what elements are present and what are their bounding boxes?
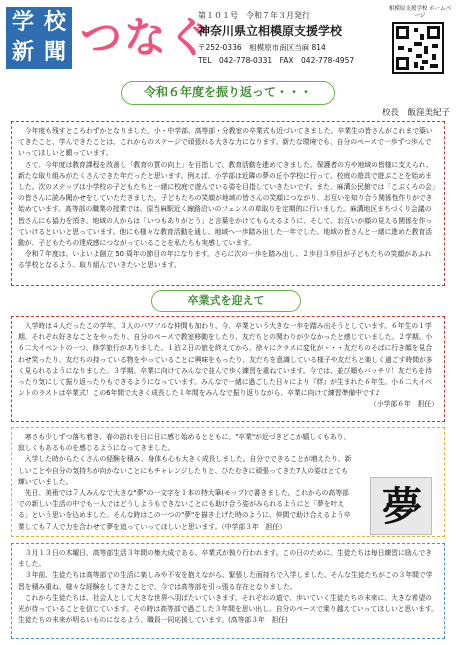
school-address: 〒252-0336 相模原市南区当麻 814 [198, 43, 326, 52]
elementary-signature: （小学部６年 担任） [370, 400, 438, 409]
masthead [0, 0, 456, 78]
school-contact: TEL 042-778-0331 FAX 042-778-4957 [198, 56, 355, 65]
principal-message [11, 121, 445, 286]
elementary-6th-grade-message [11, 316, 445, 422]
junior-high-paragraph: 寒さも少しずつ落ち着き、春の訪れを日に日に感じ始めるとともに、"卒業"が近づきどこか嬉しくもあり、寂しくもあるものを感じるようになってきました。 [18, 433, 351, 453]
principal-byline: 校長 飯窪美紀子 [381, 108, 450, 118]
logo-char: 新 [11, 40, 34, 65]
section-title-graduation: 卒業式を迎えて [151, 290, 301, 312]
elementary-paragraph: 入学時は４人だったこの学年、３人のパワフルな仲間も加わり、今、卒業という大きな一歩を踏み出そうとしています。６年生の１学期、それぞれ好きなことをやったり、自分のペースで教室移動をしたり、友だちとの関わりが少なかったと感じていました。２学期、小６二大イベントの一つ、修学旅行がありました。１泊２日の旅を終えてから、徐々にクラスに変化が・・・友だちのそばに行き顔を見合わせ笑ったり、友だちの持っている物をやっていることに興味をもったり、友だちを意識している様子や友だちと楽しく過ごす時間が多く見られるようになりました。３学期、卒業に向けてみんなで並んで歩く練習を重ねています。今では、並び順もバッチリ！友だちを待ったり気にして振り返ったりもできるようになっています。みんなで一緒に過ごした日々により『絆』が生まれた６年生。小６二大イベントのラストは卒業式！この6年間で大きく成長した１年間をみんなで振り返りながら、卒業に向けて練習準備中です♪ [18, 322, 433, 398]
high-school-paragraph: ３年前、生徒たちは高等部での生活に楽しみや不安を抱えながら、緊張した面持ちで入学しました。そんな生徒たちがこの３年間で学習を積み重ね、様々な経験をしてきたことで、今では高等部を引っ張る存在となりました。 [18, 571, 433, 591]
high-school-paragraph: これから生徒たちは、社会人として大きな世界へ羽ばたいていきます。それぞれの道で、歩いていく生徒たちの未来に、大きな希望の光が待っていることを信じています。その時は高等部で過ごした３年間を思い出し、自分のペースで乗り越えていってほしいと思います。生徒たちの未来が明るいものになるよう、職員一同応援しています。(高等部３年 担任) [18, 593, 438, 625]
principal-paragraph: 令和７年度は、いよいよ創立 50 周年の節目の年になります。さらに次の一歩を踏み出し、２歩目３歩目が子どもたちの笑顔があふれる学校となるよう、取り組んでいきたいと思います。 [18, 250, 432, 270]
junior-high-paragraph: 入学した時からたくさんの経験を積み、身体も心も大きく成長しました。自分でできることが増えたり、新しいことや自分の気持ちが向かないことにもチャレンジしたりと、ひたむきに頑張ってきた7人の姿はとても輝いていました。 [18, 455, 352, 486]
newspaper-title: つなぐ [80, 13, 213, 62]
logo-char: 校 [43, 10, 66, 35]
calligraphy-artwork [370, 477, 432, 535]
section-title-reflection: 令和６年度を振り返って・・・ [121, 81, 335, 105]
calligraphy-yume: 夢 [382, 483, 422, 530]
issue-info: 第１０１号 令和７年３月発行 [198, 11, 310, 20]
junior-high-paragraph: 先日、美術では７人みんなで大きな"夢"の一文字を１本の特大筆(モップ)で書きました。これからの高等部での新しい生活の中でも一人ではどうしようもできないことにも助け合う姿がみられるようにと「夢を叶える」という思いを込めました。そんな時はこの一つの"夢"を描き上げた時のように、仲間で助け合えるよう卒業しても７人で力を合わせて夢を追っていってほしいと思います。（中学部３年 担任） [18, 489, 351, 531]
high-school-3rd-grade-message [11, 543, 445, 639]
school-name: 神奈川県立相模原支援学校 [198, 24, 343, 38]
newspaper-logo [6, 7, 72, 69]
high-school-paragraph: ３月１３日の木曜日、高等部生活３年間の集大成である、卒業式が執り行われます。この日のために、生徒たちは毎日練習に励んできました。 [18, 549, 433, 569]
principal-paragraph: さて、今年度は教育課程を改善し「教育の質の向上」を目指して、教育活動を進めてきました。保護者の方や地域の皆様に支えられ、新たな取り組みがたくさんできた年だったと思います。例えば、小学部は近隣の夢の丘小学校に行って、校庭の遊具で遊ぶことを始めました。次のステップは小学校の子どもたちと一緒に校庭で遊んでいる姿を目指していきたいです。また、麻溝公民館では「こぶくろの会」の皆さんに読み聞かせをしていただきました。子どもたちの笑顔が地域の皆さんの笑顔につながり、お互いを知り合う関係性作りができ始めています。高等部の職業の授業では、原当麻駅近く線路沿いのフェンスの草取りを定期的に行いました。麻溝地区まちづくり会議の皆さんにも協力を頂き、地域の人からは「いつもありがとう」と言葉をかけてもらえるように、そして、お互いが顔の見える関係を作っていけるといいと思っています。他にも様々な教育活動を通し、地域へ一歩踏み出した一年でした。地域の皆さんと一緒に進めた教育活動が、子どもたちの達成感につながっていることを私たちも実感しています。 [18, 160, 436, 248]
principal-paragraph: 今年度も残すところわずかとなりました。小・中学部、高等部・分教室の卒業式も近づいてきました。卒業生の皆さんがこれまで築いてきたこと、学んできたことは、これからのステージで頑張れる大きな力になります。新たな環境でも、自分のペースで一歩ずつ歩んでいってほしいと願っています。 [18, 127, 433, 158]
qr-caption: 相模原支援学校 ホームページ [388, 6, 452, 19]
logo-char: 学 [11, 10, 34, 35]
logo-char: 聞 [43, 40, 66, 65]
qr-code-icon[interactable] [392, 22, 444, 74]
